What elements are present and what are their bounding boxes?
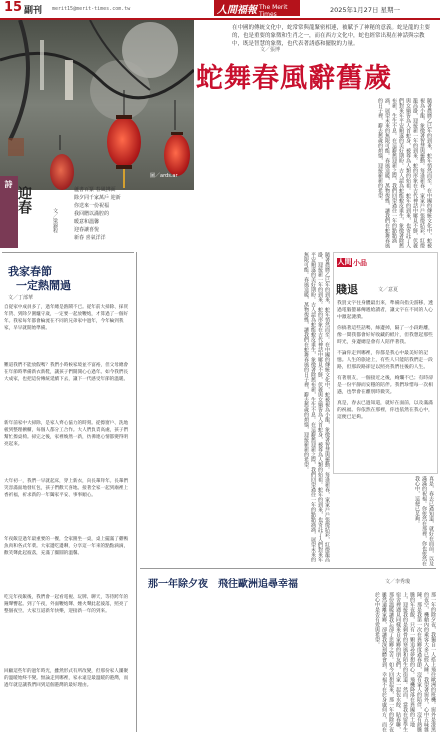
poem-title: 迎春: [16, 186, 32, 214]
photo-credit: 圖／ards.ar: [150, 173, 178, 179]
newspaper-logo: [214, 0, 300, 16]
sidebar-title: 賤退: [336, 283, 358, 296]
page-header: [0, 0, 440, 20]
bottom-article-title: 那一年除夕夜 飛往歐洲追尋幸福: [148, 579, 298, 590]
left-article-author: 文／丁部華: [8, 295, 34, 301]
poem-line: 除夕同千家萬戶 迎新: [74, 195, 121, 201]
column-tag-suffix: 小品: [353, 259, 367, 267]
poem-body: [74, 186, 134, 246]
article-body: 隨著農曆乙巳年的到來，蛇年悄然而至。在中國的傳統文化中，蛇被視為小龍，象徵著智慧與靈動。每逢新春，家家戶戶張燈結彩，紅燈籠高掛，迎接新一年的到來。蛇的形象在古代神話中屢見不鮮，伏羲與女媧皆為人首蛇身，被尊為人類的始祖。蛇年的到來，也寄託了人們對來年平安順遂的美好期盼。古人認為蛇能蛻皮重生，象徵著除舊布新，生生不息。在這辭舊迎新之際，我們回望過往一年的點點滴滴，展望未來的無限可能。春風送暖，萬物復甦，讓我們在蛇舞春風的日子裡，辭去舊歲的煩惱，迎接嶄新的希望。: [377, 98, 432, 248]
sidebar-paragraph: 你搞著這些話嗎，絲邊掉，隔了一小段距離，像一間我都會好好收藏的紙片，但我想起那些時光，身邊總是會有人陪伴著我。: [337, 326, 433, 345]
logo-chinese: 人間福報: [217, 5, 257, 16]
poem-line: 蘆書百篆 春風拂面: [74, 187, 116, 193]
section-divider: [2, 252, 134, 253]
sidebar-paragraph: 不論你走到哪裡，你都是我心中最美好的記憶。人生的旅途上，有些人只能陪我們走一段路，但那段路卻足以照亮我們往後的人生。: [337, 351, 433, 370]
lantern-photo: [0, 20, 194, 190]
bottom-article-author: 文／李秀瓊: [385, 579, 411, 585]
left-article-title-line2: 一定熱鬧過: [16, 279, 71, 292]
poem-line: 迎春讓喜悅: [74, 227, 100, 233]
poem-section-label: 詩: [4, 180, 13, 188]
column-tag: 人間: [337, 258, 352, 266]
section-divider: [140, 568, 436, 569]
left-article-paragraph: 年夜飯是過年最重要的一餐，全家圍坐一桌，桌上擺滿了雞鴨魚肉和各式年菜。大家邊吃邊聊，分享這一年來的點點滴滴，歡笑聲此起彼落，充滿了團圓的溫馨。: [4, 537, 129, 556]
lantern-photo-graphic: [0, 20, 194, 190]
poem-line: 你送來一份祝福: [74, 203, 110, 209]
section-name: 副刊: [24, 6, 43, 16]
article-title: 蛇舞春風辭舊歲: [196, 63, 392, 94]
article-body-continued: 隨著農曆乙巳年的到來，蛇年悄然而至。在中國的傳統文化中，蛇被視為小龍，象徵著智慧與靈動。每逢新春，家家戶戶張燈結彩，紅燈籠高掛，迎接新一年的到來。蛇的形象在古代神話中屢見不鮮，伏羲與女媧皆為人首蛇身，被尊為人類的始祖。蛇年的到來，也寄託了人們對來年平安順遂的美好期盼。古人認為蛇能蛻皮重生，象徵著除舊布新，生生不息。在這辭舊迎新之際，我們回望過往一年的點點滴滴，展望未來的無限可能。春風送暖，萬物復甦，讓我們在蛇舞春風的日子裡，辭去舊歲的煩惱，迎接嶄新的希望。: [303, 252, 330, 562]
header-email: merit15@merit-times.com.tw: [52, 6, 131, 12]
left-article-paragraph: 難道我們不能放假嗎？我們小時候家境並不富裕，但父母總會在年節時準備新衣新鞋，讓孩子們開開心心過年。如今我們長大成家，也把這份傳統延續下去，讓下一代感受年節的溫暖。: [4, 363, 129, 382]
issue-date: 2025年1月27日 星期一: [330, 6, 401, 14]
left-article-paragraph: 大年初一，我們一早就起床，穿上新衣，向長輩拜年。長輩們笑容滿面地發紅包，孩子們歡天喜地。接著全家一起到廟裡上香祈福，祈求新的一年闔家平安、事事順心。: [4, 479, 129, 498]
column-divider: [136, 252, 137, 732]
left-article-title-line1: 我家春節: [8, 265, 52, 278]
poem-line: 我回贈以滿腔的: [74, 211, 110, 217]
poem-line: 暖意和溫馨: [74, 219, 100, 225]
article-intro: 在中國的傳統文化中，蛇常常與龍緊密相連，被賦予了神秘的意義。蛇是龍的主要的，也是重要的象徵和生肖之一，而在西方文化中，蛇也經常出現在神話與宗教中，既是智慧的象徵，也代表著誘惑和擺脫的力量。: [232, 25, 431, 47]
sidebar-paragraph: 真是，春去已過知道，就好在面前，以及滿滿的祝福。你依然在那裡，你也依然在我心中，這便已足夠。: [337, 401, 433, 420]
left-article-paragraph: 回顧這些年的過年時光，雖然形式有所改變，但那份家人團聚的溫暖始終不變。無論走到哪裡，家永遠是最溫暖的港灣，而過年就是讓我們回到這個港灣的最好理由。: [4, 669, 129, 688]
bottom-article-body: 那一年的除夕夜，我獨自一人搭上飛往歐洲的班機。窗外是漆黑的夜空，機艙內的乘客大多已經入睡。我望著窗外，心中五味雜陳。那是我第一次在異鄉度過春節，沒有家人的陪伴，沒有熱騰騰的年夜飯，只有一顆追尋夢想的心。飛機降落在異國的土地上，迎接我的是刺骨的寒風和陌生的街道。然而，當我在留學生宿舍裡遇見同樣來自家鄉的朋友們，大家一起包水餃、貼春聯，那份溫暖讓我忘卻了思鄉之苦。如今回想起來，那一年的除夕夜雖然遠離家鄉，卻讓我深刻體會到，幸福不在於身處何方，而在於心中是否有愛與希望。: [374, 592, 436, 732]
page-number: 15: [4, 0, 23, 15]
left-article-paragraph: 自從家中成員多了，過年總是熱鬧不已。從年前大掃除、採買年貨、到除夕圍爐守歲，一定要一起放鞭炮，才算過了一個好年。我家每年都會輪流在不同的兄弟家中過年，今年輪到我家，早早就開始準備。: [4, 305, 129, 331]
poem-line: 新春 喜氣洋洋: [74, 235, 106, 241]
article-byline: 文／張博: [260, 47, 281, 53]
sidebar-author: 文／意夏: [378, 287, 399, 293]
sidebar-paragraph: 有著朋友，一個接近之後，絢爛不已；有時卻是一份平靜而安穩的陪伴。我們珍惜每一次相遇，也學會在離別時微笑。: [337, 376, 433, 395]
sidebar-body: [337, 300, 433, 421]
left-article-paragraph: 新年前家中大掃除，是家人齊心協力的時刻。從擦窗戶、洗地板到整理櫥櫃，每個人都分工合作。大人們負責高處，孩子們幫忙擦桌椅。掃完之後，家裡煥然一新，彷彿連心情都變得明亮起來。: [4, 421, 129, 447]
sidebar-paragraph: 我買文字往身體最出來，準備向指尖游移，透過電腦螢幕傳遞給讀者，讓文字在不同的人心中激起漣漪。: [337, 301, 433, 320]
poem-author: 文／梁錦程: [52, 208, 58, 233]
logo-english: The Merit Times: [259, 4, 288, 18]
left-article-paragraph: 吃完年夜飯後，我們會一起看電視、玩牌、聊天，等待跨年的鐘聲響起。到了午夜，外面鞭炮聲、煙火聲此起彼落，照亮了整個夜空。大家互道新年快樂，迎接新一年的到來。: [4, 595, 129, 614]
sidebar-continued: 真是，春去已過知道，就好在面前，以及滿滿的祝福。你依然在那裡，你也依然在我心中，這便已足夠。: [414, 476, 434, 566]
